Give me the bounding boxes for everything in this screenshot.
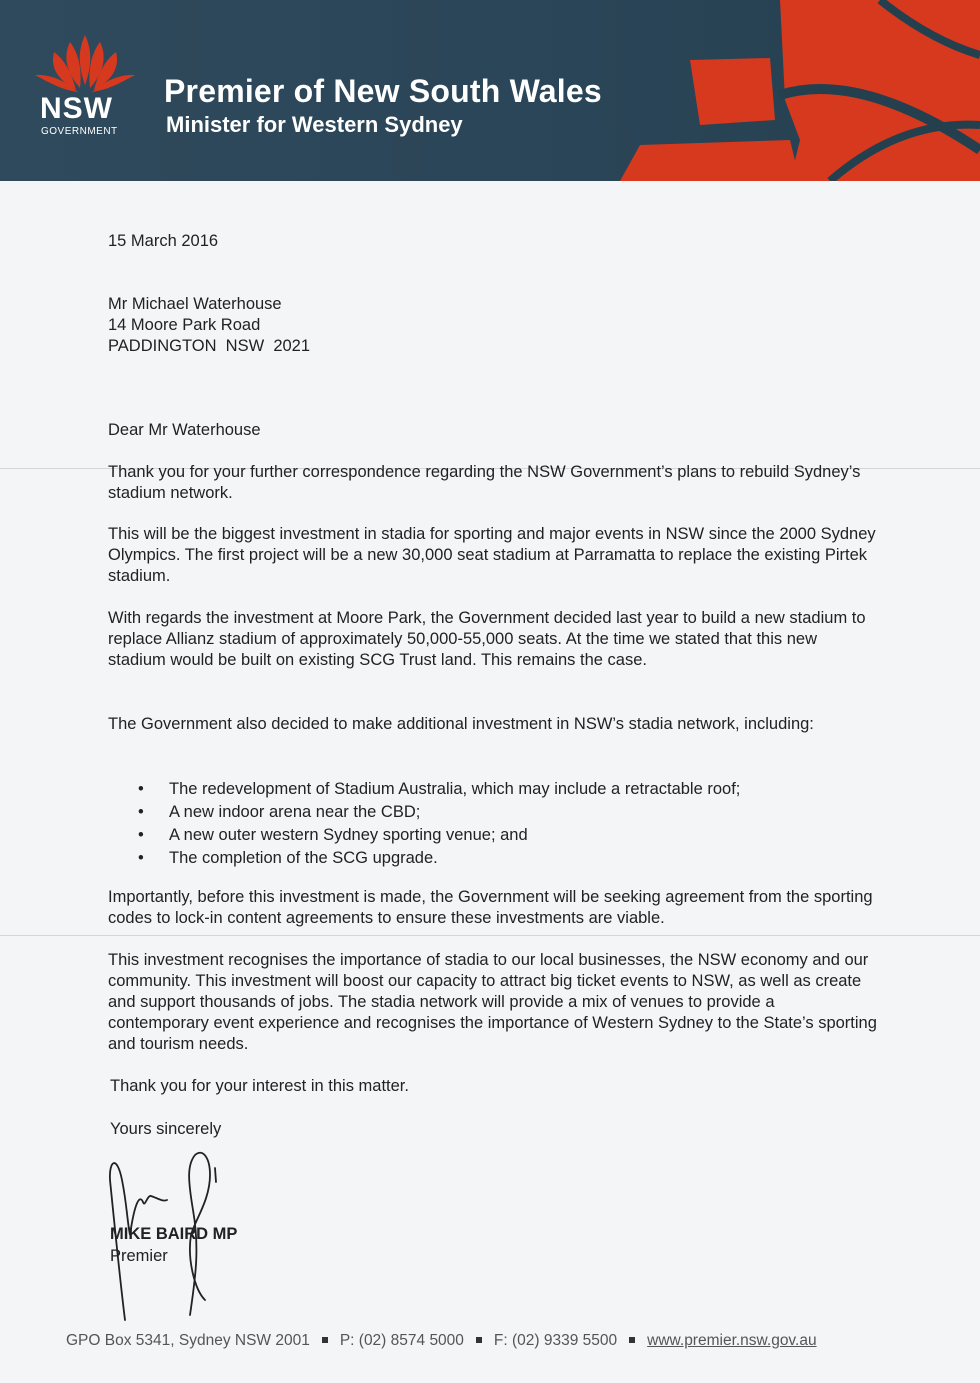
signatory-name: MIKE BAIRD MP — [110, 1225, 238, 1243]
paragraph: Importantly, before this investment is made, the Government will be seeking agreement from the sporting codes to lock-in content agreements to ensure these investments are viable. — [108, 888, 873, 927]
paragraph: Thank you for your interest in this matter. — [110, 1077, 409, 1095]
list-item: • A new indoor arena near the CBD; — [138, 801, 740, 824]
separator-square-icon — [629, 1337, 635, 1343]
signatory-role: Premier — [110, 1247, 168, 1265]
letterhead-subtitle: Minister for Western Sydney — [166, 112, 463, 137]
letter-date: 15 March 2016 — [108, 232, 219, 250]
separator-square-icon — [476, 1337, 482, 1343]
paragraph: With regards the investment at Moore Park, the Government decided last year to build a new stadium to replace Allianz stadium of approximately 50,000-55,000 seats. At the time we stated that this new stadium would be built on existing SCG Trust land. This remains the case. — [108, 609, 866, 669]
investment-list — [138, 778, 740, 870]
salutation: Dear Mr Waterhouse — [108, 421, 261, 439]
footer-website-link[interactable]: www.premier.nsw.gov.au — [647, 1332, 817, 1349]
letterhead-title: Premier of New South Wales — [164, 73, 602, 109]
footer-fax: F: (02) 9339 5500 — [493, 1332, 618, 1349]
list-item: • The redevelopment of Stadium Australia, which may include a retractable roof; — [138, 778, 740, 801]
paragraph: The Government also decided to make additional investment in NSW’s stadia network, including: — [108, 715, 814, 733]
logo-subtext: GOVERNMENT — [41, 126, 118, 137]
list-item: • The completion of the SCG upgrade. — [138, 847, 740, 870]
paragraph: Thank you for your further correspondence regarding the NSW Government’s plans to rebuild Sydney’s stadium network. — [108, 463, 861, 502]
footer-address: GPO Box 5341, Sydney NSW 2001 — [66, 1332, 310, 1349]
footer-phone: P: (02) 8574 5000 — [339, 1332, 464, 1349]
footer-contact — [66, 1332, 817, 1350]
recipient-address — [108, 294, 310, 357]
closing: Yours sincerely — [110, 1120, 222, 1138]
paragraph: This investment recognises the importance of stadia to our local businesses, the NSW economy and our community. This investment will boost our capacity to attract big ticket events to NSW, as well as create and support thousands of jobs. The stadia network will provide a mix of venues to provide a contemporary event experience and recognises the importance of Western Sydney to the State’s sporting and tourism needs. — [108, 951, 877, 1053]
paper-fold-line — [0, 935, 980, 936]
recipient-name: Mr Michael Waterhouse — [108, 295, 282, 313]
letterhead-banner — [0, 0, 980, 181]
separator-square-icon — [322, 1337, 328, 1343]
list-item: • A new outer western Sydney sporting venue; and — [138, 824, 740, 847]
recipient-suburb: PADDINGTON NSW 2021 — [108, 337, 311, 355]
paragraph: This will be the biggest investment in stadia for sporting and major events in NSW since the 2000 Sydney Olympics. The first project will be a new 30,000 seat stadium at Parramatta to replace the existing Pirtek stadium. — [108, 525, 876, 585]
logo-wordmark: NSW — [40, 92, 113, 125]
recipient-street: 14 Moore Park Road — [108, 316, 261, 334]
